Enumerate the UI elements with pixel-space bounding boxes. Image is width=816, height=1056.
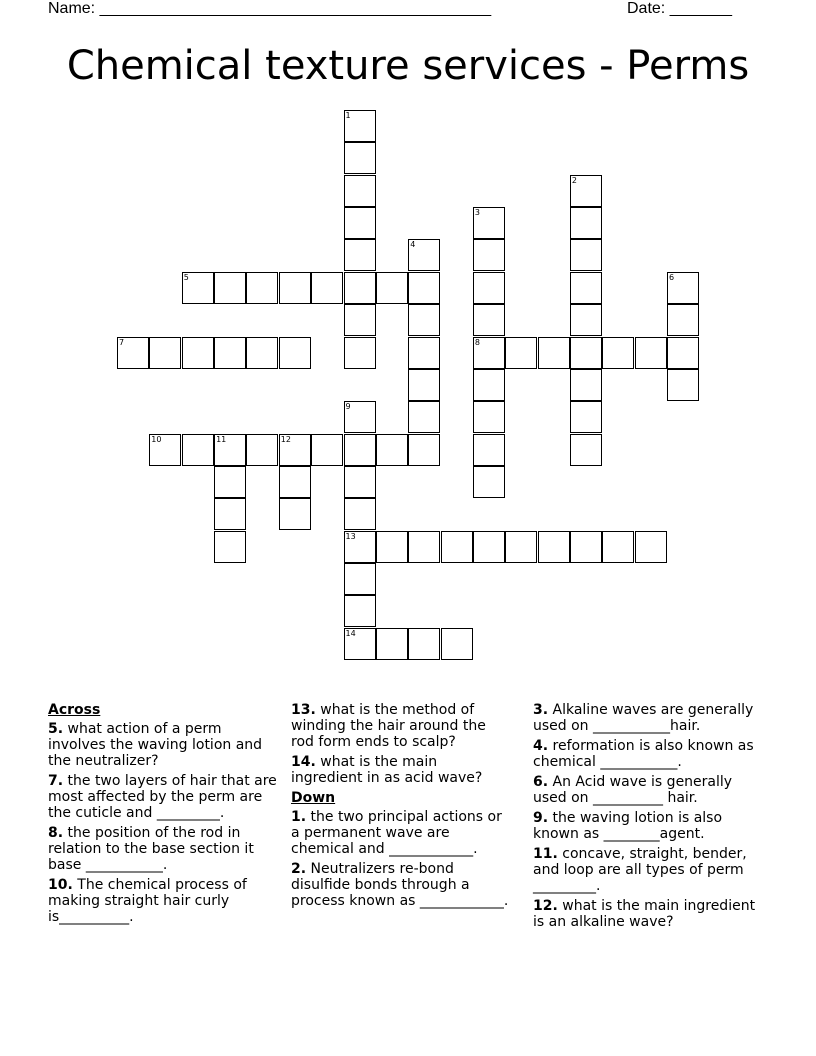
grid-cell[interactable]	[344, 595, 376, 627]
grid-cell[interactable]	[149, 434, 181, 466]
clue-down-6	[533, 774, 769, 806]
cell-number: 14	[345, 628, 356, 638]
grid-cell[interactable]	[538, 531, 570, 563]
clue-text: the two principal actions or a permanent wave are chemical and ____________.	[291, 809, 502, 857]
grid-cell[interactable]	[473, 401, 505, 433]
clue-text: An Acid wave is generally used on __________ hair.	[533, 774, 733, 806]
clue-text: Alkaline waves are generally used on ___________hair.	[533, 702, 754, 734]
clue-text: Neutralizers re-bond disulfide bonds through a process known as ____________.	[291, 861, 509, 909]
grid-cell[interactable]	[408, 531, 440, 563]
grid-cell[interactable]	[570, 239, 602, 271]
clue-text: what is the method of winding the hair around the rod form ends to scalp?	[291, 702, 486, 750]
grid-cell[interactable]	[408, 401, 440, 433]
grid-cell[interactable]	[473, 239, 505, 271]
grid-cell[interactable]	[246, 272, 278, 304]
grid-cell[interactable]	[344, 434, 376, 466]
clue-across-7	[48, 773, 280, 821]
clue-number: 13.	[291, 702, 316, 718]
cell-number: 2	[571, 175, 577, 185]
clue-number: 3.	[533, 702, 549, 718]
grid-cell[interactable]	[538, 337, 570, 369]
page-title: Chemical texture services - Perms	[66, 43, 750, 89]
clue-number: 14.	[291, 754, 316, 770]
grid-cell[interactable]	[344, 628, 376, 660]
clue-across-10	[48, 877, 280, 925]
cell-number: 1	[345, 111, 351, 120]
clue-down-4	[533, 738, 769, 770]
grid-cell[interactable]	[441, 628, 473, 660]
clue-number: 10.	[48, 877, 73, 893]
grid-cell[interactable]	[473, 272, 505, 304]
grid-cell[interactable]	[441, 531, 473, 563]
clue-number: 1.	[291, 809, 307, 825]
grid-cell[interactable]	[246, 337, 278, 369]
grid-cell[interactable]	[344, 498, 376, 530]
grid-cell[interactable]	[182, 272, 214, 304]
clue-text: the waving lotion is also known as ________agent.	[533, 810, 723, 842]
grid-cell[interactable]	[344, 401, 376, 433]
grid-cell[interactable]	[408, 628, 440, 660]
grid-cell[interactable]	[570, 337, 602, 369]
name-field[interactable]: Name: ____________________________________________	[48, 0, 492, 17]
grid-cell[interactable]	[667, 337, 699, 369]
grid-cell[interactable]	[344, 239, 376, 271]
clue-text: concave, straight, bender, and loop are all types of perm _________.	[533, 846, 747, 894]
clue-down-11	[533, 846, 769, 894]
grid-cell[interactable]	[279, 498, 311, 530]
grid-cell[interactable]	[602, 531, 634, 563]
grid-cell[interactable]	[570, 434, 602, 466]
across-heading: Across	[48, 702, 101, 718]
grid-cell[interactable]	[667, 272, 699, 304]
date-field[interactable]: Date: _______	[627, 0, 732, 17]
clue-text: The chemical process of making straight hair curly is__________.	[48, 877, 247, 925]
grid-cell[interactable]	[473, 434, 505, 466]
clue-number: 6.	[533, 774, 549, 790]
cell-number: 3	[474, 208, 480, 218]
cell-number: 9	[345, 402, 351, 412]
grid-cell[interactable]	[344, 110, 376, 142]
clue-text: what action of a perm involves the waving lotion and the neutralizer?	[48, 721, 263, 769]
clue-number: 12.	[533, 898, 558, 914]
clue-number: 7.	[48, 773, 64, 789]
cell-number: 11	[216, 434, 227, 444]
clue-across-14	[291, 754, 513, 786]
cell-number: 13	[345, 531, 356, 541]
clue-text: what is the main ingredient is an alkaline wave?	[533, 898, 756, 930]
grid-cell[interactable]	[473, 207, 505, 239]
grid-cell[interactable]	[214, 272, 246, 304]
grid-cell[interactable]	[408, 304, 440, 336]
grid-cell[interactable]	[214, 337, 246, 369]
grid-cell[interactable]	[344, 563, 376, 595]
clue-number: 9.	[533, 810, 549, 826]
grid-cell[interactable]	[344, 337, 376, 369]
grid-cell[interactable]	[344, 142, 376, 174]
grid-cell[interactable]	[344, 531, 376, 563]
grid-cell[interactable]	[344, 466, 376, 498]
grid-cell[interactable]	[182, 337, 214, 369]
grid-cell[interactable]	[667, 304, 699, 336]
grid-cell[interactable]	[473, 369, 505, 401]
grid-cell[interactable]	[473, 304, 505, 336]
grid-cell[interactable]	[149, 337, 181, 369]
grid-cell[interactable]	[376, 434, 408, 466]
clues-column-2	[291, 702, 513, 913]
grid-cell[interactable]	[473, 531, 505, 563]
clue-down-2	[291, 861, 513, 909]
grid-cell[interactable]	[408, 239, 440, 271]
grid-cell[interactable]	[182, 434, 214, 466]
grid-cell[interactable]	[473, 337, 505, 369]
grid-cell[interactable]	[376, 628, 408, 660]
grid-cell[interactable]	[408, 337, 440, 369]
grid-cell[interactable]	[279, 337, 311, 369]
clue-across-5	[48, 721, 280, 769]
clue-across-8	[48, 825, 280, 873]
grid-cell[interactable]	[473, 466, 505, 498]
grid-cell[interactable]	[570, 369, 602, 401]
grid-cell[interactable]	[246, 434, 278, 466]
clue-down-3	[533, 702, 769, 734]
grid-cell[interactable]	[570, 401, 602, 433]
clues-column-3	[533, 702, 769, 934]
clue-across-13	[291, 702, 513, 750]
cell-number: 4	[410, 240, 416, 250]
clue-down-1	[291, 809, 513, 857]
grid-cell[interactable]	[570, 272, 602, 304]
cell-number: 7	[119, 337, 125, 347]
cell-number: 12	[280, 434, 291, 444]
grid-cell[interactable]	[311, 434, 343, 466]
cell-number: 10	[151, 434, 162, 444]
clue-number: 4.	[533, 738, 549, 754]
grid-cell[interactable]	[570, 175, 602, 207]
grid-cell[interactable]	[602, 337, 634, 369]
down-heading: Down	[291, 790, 336, 806]
clue-number: 11.	[533, 846, 558, 862]
grid-cell[interactable]	[279, 434, 311, 466]
cell-number: 5	[183, 272, 189, 282]
grid-cell[interactable]	[635, 337, 667, 369]
grid-cell[interactable]	[376, 531, 408, 563]
grid-cell[interactable]	[408, 369, 440, 401]
clue-text: what is the main ingredient in as acid wave?	[291, 754, 483, 786]
clue-number: 5.	[48, 721, 64, 737]
clues-column-1	[48, 702, 280, 929]
grid-cell[interactable]	[570, 207, 602, 239]
grid-cell[interactable]	[344, 272, 376, 304]
clue-number: 2.	[291, 861, 307, 877]
clue-down-12	[533, 898, 769, 930]
grid-cell[interactable]	[408, 434, 440, 466]
clue-text: reformation is also known as chemical ___________.	[533, 738, 754, 770]
grid-cell[interactable]	[214, 466, 246, 498]
grid-cell[interactable]	[408, 272, 440, 304]
clue-number: 8.	[48, 825, 64, 841]
grid-cell[interactable]	[214, 434, 246, 466]
grid-cell[interactable]	[376, 272, 408, 304]
grid-cell[interactable]	[214, 498, 246, 530]
cell-number: 6	[669, 272, 675, 282]
cell-number: 8	[474, 337, 480, 347]
grid-cell[interactable]	[311, 272, 343, 304]
grid-cell[interactable]	[117, 337, 149, 369]
grid-cell[interactable]	[505, 531, 537, 563]
grid-cell[interactable]	[279, 466, 311, 498]
grid-cell[interactable]	[570, 531, 602, 563]
clue-text: the two layers of hair that are most affected by the perm are the cuticle and _________.	[48, 773, 277, 821]
grid-cell[interactable]	[344, 175, 376, 207]
grid-cell[interactable]	[344, 207, 376, 239]
grid-cell[interactable]	[344, 304, 376, 336]
grid-cell[interactable]	[214, 531, 246, 563]
clue-down-9	[533, 810, 769, 842]
grid-cell[interactable]	[667, 369, 699, 401]
grid-cell[interactable]	[505, 337, 537, 369]
grid-cell[interactable]	[635, 531, 667, 563]
clue-text: the position of the rod in relation to the base section it base ___________.	[48, 825, 254, 873]
grid-cell[interactable]	[570, 304, 602, 336]
grid-cell[interactable]	[279, 272, 311, 304]
